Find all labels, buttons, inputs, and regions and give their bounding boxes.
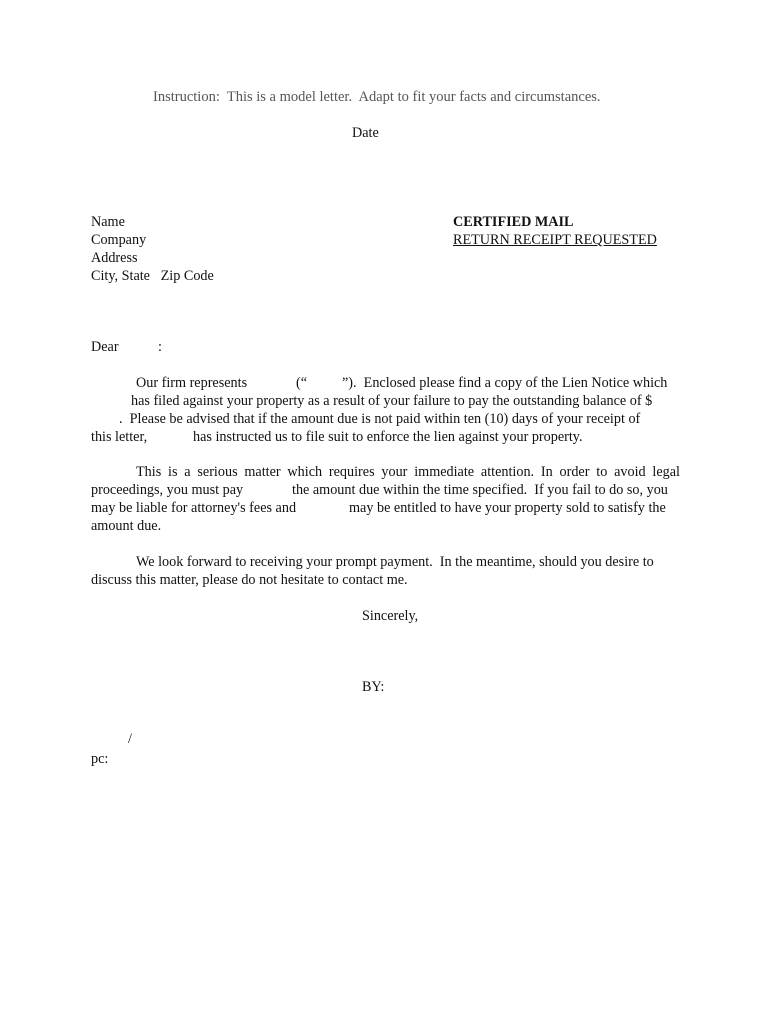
recipient-address: Address bbox=[91, 250, 138, 266]
p3-line2: discuss this matter, please do not hesitate to contact me. bbox=[91, 572, 408, 588]
recipient-name: Name bbox=[91, 214, 125, 230]
p1-line1-b: (“ bbox=[296, 375, 308, 391]
p2-line3-a: may be liable for attorney's fees and bbox=[91, 500, 297, 516]
p2-line3-b: may be entitled to have your property sold to satisfy the bbox=[349, 500, 666, 516]
return-receipt-label: RETURN RECEIPT REQUESTED bbox=[453, 232, 657, 248]
p3-line1: We look forward to receiving your prompt payment. In the meantime, should you desire to bbox=[136, 554, 654, 570]
p1-line4-a: this letter, bbox=[91, 429, 148, 445]
pc-label: pc: bbox=[91, 751, 109, 767]
instruction-text: Instruction: This is a model letter. Adapt to fit your facts and circumstances. bbox=[153, 89, 601, 105]
date-label: Date bbox=[352, 125, 379, 141]
p1-line1-c: ”). Enclosed please find a copy of the Lien Notice which bbox=[342, 375, 668, 391]
p1-line2: has filed against your property as a result of your failure to pay the outstanding balance of $ bbox=[131, 393, 653, 409]
p2-line2-b: the amount due within the time specified. If you fail to do so, you bbox=[292, 482, 668, 498]
p2-line2-a: proceedings, you must pay bbox=[91, 482, 244, 498]
p2-line1: This is a serious matter which requires your immediate attention. In order to avoid legal bbox=[136, 464, 680, 480]
p1-line4-b: has instructed us to file suit to enforce the lien against your property. bbox=[193, 429, 583, 445]
salutation-colon: : bbox=[158, 339, 162, 355]
recipient-company: Company bbox=[91, 232, 147, 248]
p1-line3: . Please be advised that if the amount due is not paid within ten (10) days of your receipt of bbox=[119, 411, 641, 427]
p1-line1-a: Our firm represents bbox=[136, 375, 248, 391]
certified-mail-label: CERTIFIED MAIL bbox=[453, 214, 574, 230]
p2-line4: amount due. bbox=[91, 518, 162, 534]
closing-sincerely: Sincerely, bbox=[362, 608, 419, 624]
salutation: Dear bbox=[91, 339, 119, 355]
recipient-city-state-zip: City, State Zip Code bbox=[91, 268, 214, 284]
signature-by-label: BY: bbox=[362, 679, 385, 695]
initials-slash: / bbox=[128, 731, 132, 747]
